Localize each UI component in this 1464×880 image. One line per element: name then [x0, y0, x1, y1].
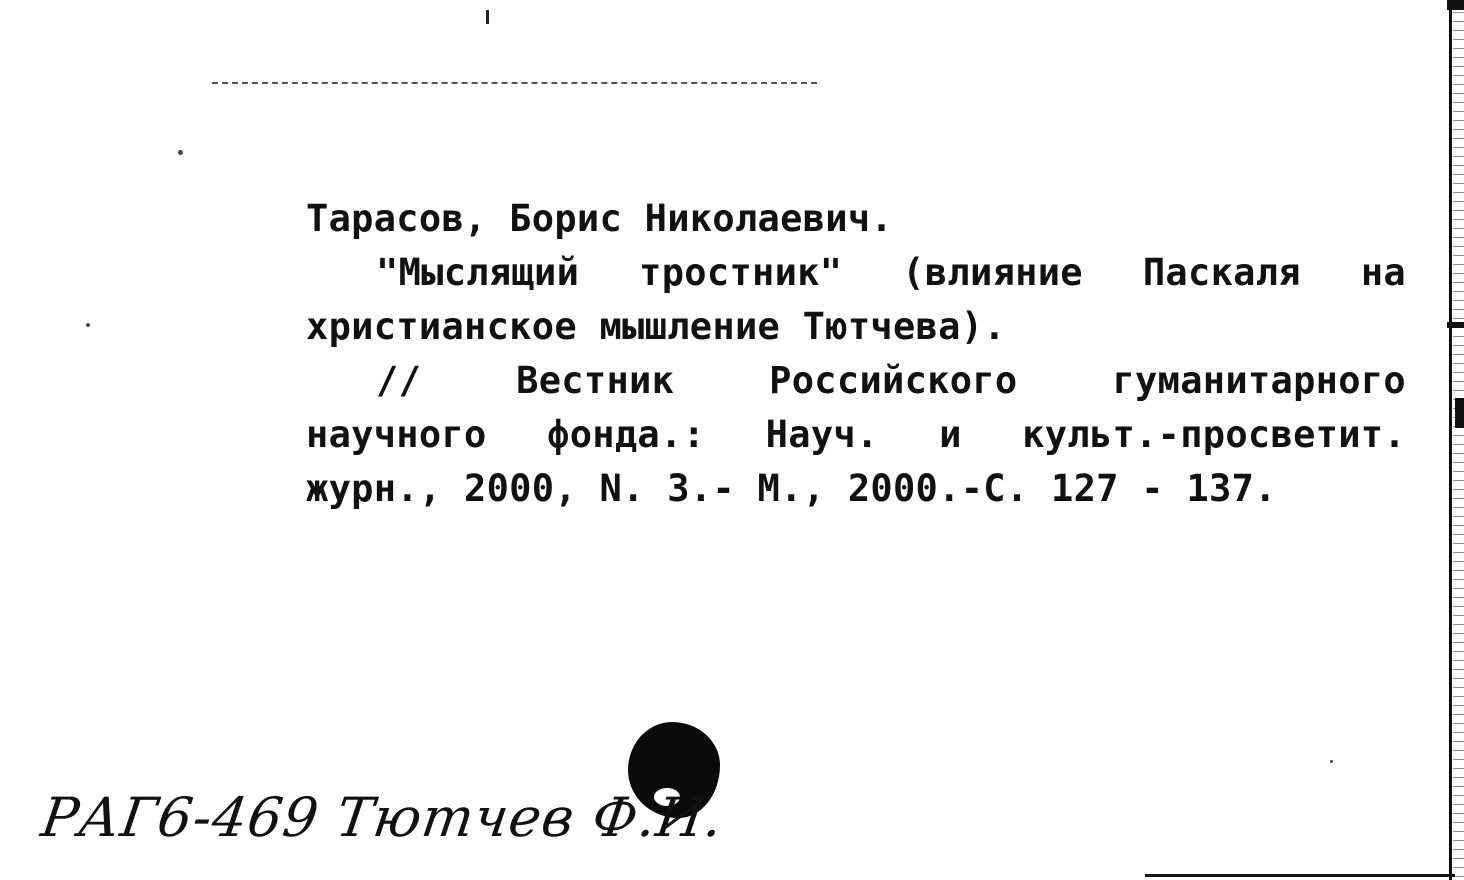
edge-notch	[1455, 398, 1464, 428]
word: и	[939, 413, 962, 456]
top-dashed-rule	[212, 82, 817, 84]
word: Науч.	[765, 413, 879, 456]
word: культ.-просветит.	[1022, 413, 1406, 456]
word: на	[1360, 251, 1406, 294]
word: фонда.:	[547, 413, 706, 456]
entry-title-line-1	[306, 246, 1406, 300]
entry-source-line-3: журн., 2000, N. 3.- М., 2000.-С. 127 - 137.	[306, 467, 1277, 510]
word: //	[376, 359, 422, 402]
word: (влияние	[902, 251, 1083, 294]
speck	[178, 150, 183, 155]
top-tick-mark	[486, 10, 489, 24]
speck	[1330, 760, 1333, 763]
card-right-border	[1449, 0, 1452, 880]
entry-source-line-2	[306, 408, 1406, 462]
word: "Мыслящий	[376, 251, 580, 294]
entry-author-line: Тарасов, Борис Николаевич.	[306, 197, 893, 240]
word: тростник"	[639, 251, 843, 294]
word: Паскаля	[1142, 251, 1301, 294]
entry-title-line-2: христианское мышление Тютчева).	[306, 305, 1006, 348]
edge-scan-strip	[1453, 0, 1464, 880]
edge-notch	[1447, 0, 1464, 10]
word: Вестник	[516, 359, 675, 402]
speck	[86, 323, 90, 327]
word: научного	[306, 413, 487, 456]
card-bottom-border	[1145, 874, 1455, 877]
bibliographic-entry	[306, 192, 1406, 516]
word: гуманитарного	[1112, 359, 1406, 402]
word: Российского	[769, 359, 1018, 402]
handwritten-shelfmark: РАГ6-469 Тютчев Ф.И.	[37, 786, 728, 849]
edge-notch	[1447, 322, 1464, 328]
entry-source-line-1	[306, 354, 1406, 408]
